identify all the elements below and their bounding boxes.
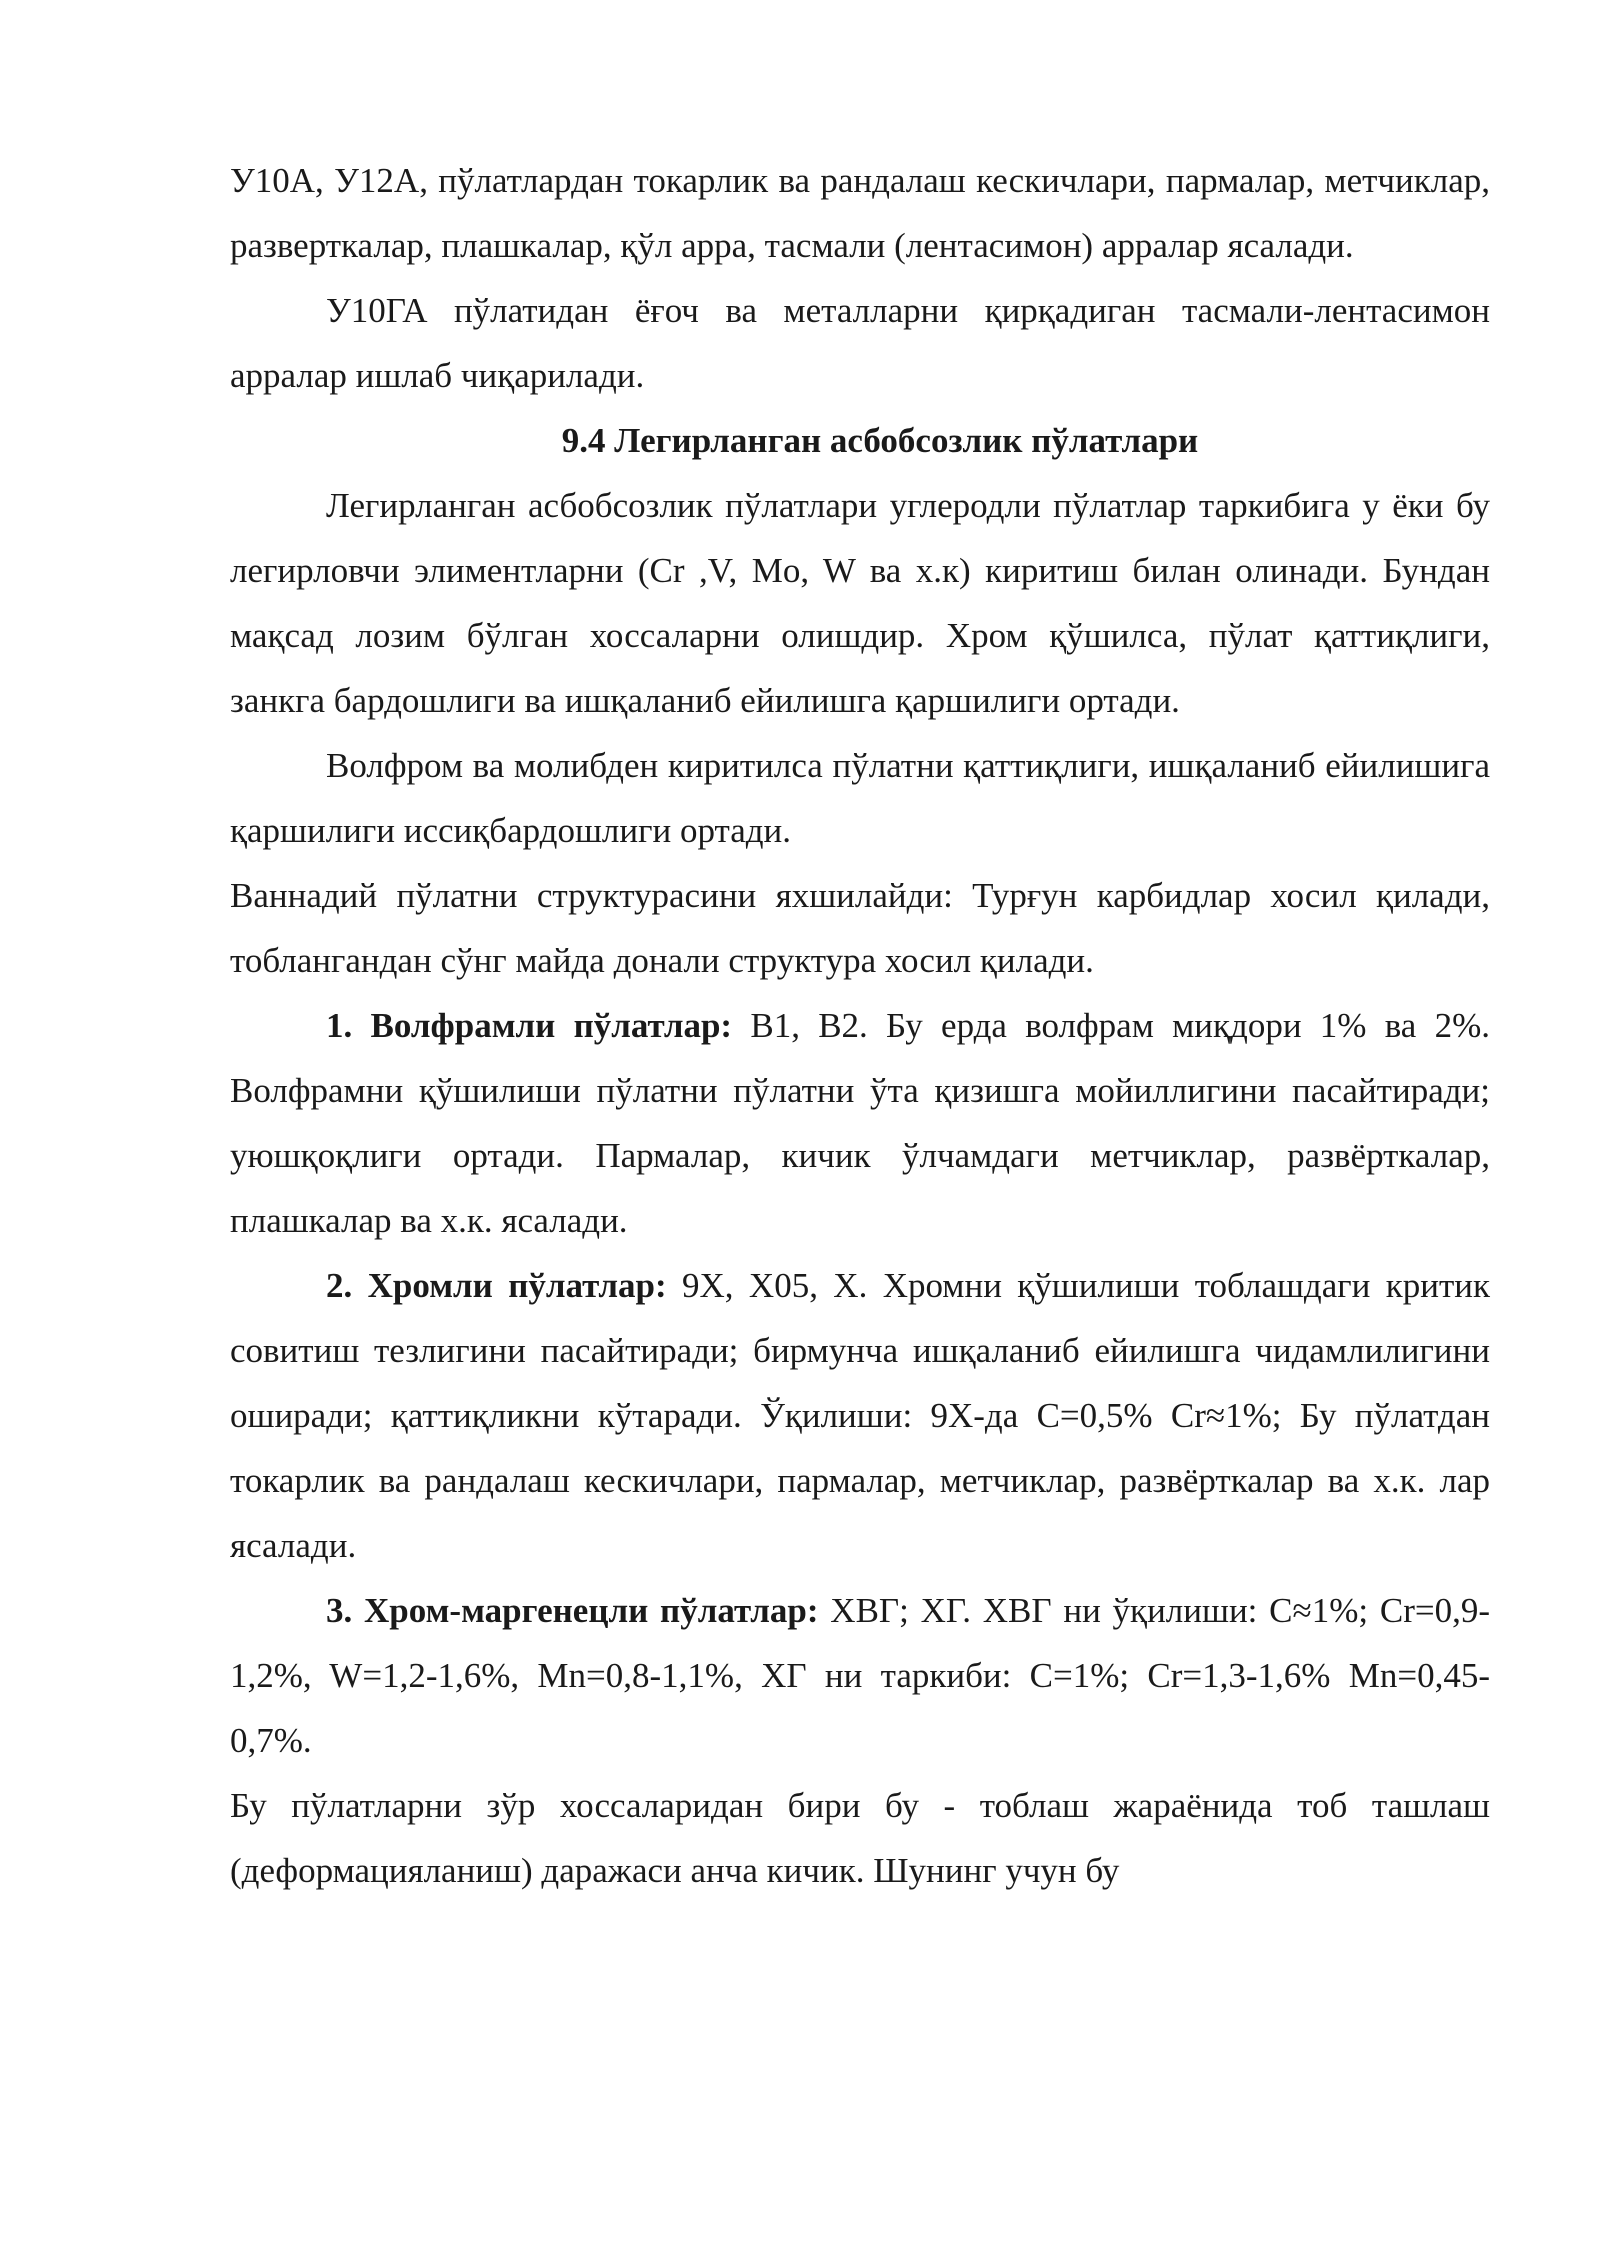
paragraph-tool-steel-uses: У10А, У12А, пўлатлардан токарлик ва рандалаш кескичлари, пармалар, метчиклар, разверткалар, плашкалар, қўл арра, тасмали (лентасимон) арралар ясалади. [230, 161, 1490, 265]
section-heading: 9.4 Легирланган асбобсозлик пўлатлари [561, 421, 1199, 460]
paragraph-vanadium: Ваннадий пўлатни структурасини яхшилайди: Турғун карбидлар хосил қилади, тоблангандан сўнг майда донали структура хосил қилади. [230, 876, 1490, 980]
paragraph-u10ga-steel: У10ГА пўлатидан ёғоч ва металларни қирқадиган тасмали-лентасимон арралар ишлаб чиқарилади. [230, 291, 1490, 395]
list-item-text: ХВГ; ХГ. ХВГ ни ўқилиши: С≈1%; Cr=0,9-1,2%, W=1,2-1,6%, Mn=0,8-1,1%, ХГ ни таркиби: С=1%; Cr=1,3-1,6% Mn=0,45-0,7%. [230, 1591, 1490, 1760]
paragraph-deformation: Бу пўлатларни зўр хоссаларидан бири бу - тоблаш жараёнида тоб ташлаш (деформацияланиш) даражаси анча кичик. Шунинг учун бу [230, 1786, 1490, 1890]
list-item-text: В1, В2. Бу ерда волфрам миқдори 1% ва 2%. Волфрамни қўшилиши пўлатни пўлатни ўта қизишга мойиллигини пасайтиради; уюшқоқлиги ортади. Пармалар, кичик ўлчамдаги метчиклар, развёрткалар, плашкалар ва х.к. ясалади. [230, 1006, 1490, 1240]
document-page [230, 148, 1490, 1903]
list-item-tungsten-steels [230, 993, 1490, 1253]
list-item-title: 2. Хромли пўлатлар: [326, 1266, 667, 1305]
paragraph-tungsten-molybdenum: Волфром ва молибден киритилса пўлатни қаттиқлиги, ишқаланиб ейилишига қаршилиги иссиқбардошлиги ортади. [230, 746, 1490, 850]
list-item-title: 1. Волфрамли пўлатлар: [326, 1006, 733, 1045]
list-item-title: 3. Хром-маргенецли пўлатлар: [326, 1591, 819, 1630]
list-item-chromium-steels [230, 1253, 1490, 1578]
list-item-text: 9Х, Х05, Х. Хромни қўшилиши тоблашдаги критик совитиш тезлигини пасайтиради; бирмунча ишқаланиб ейилишга чидамлилигини оширади; қаттиқликни кўтаради. Ўқилиши: 9Х-да С=0,5% Cr≈1%; Бу пўлатдан токарлик ва рандалаш кескичлари, пармалар, метчиклар, развёрткалар ва х.к. лар ясалади. [230, 1266, 1490, 1565]
paragraph-alloyed-steels: Легирланган асбобсозлик пўлатлари углеродли пўлатлар таркибига у ёки бу легирловчи элиментларни (Cr ,V, Mo, W ва х.к) киритиш билан олинади. Бундан мақсад лозим бўлган хоссаларни олишдир. Хром қўшилса, пўлат қаттиқлиги, занкга бардошлиги ва ишқаланиб ейилишга қаршилиги ортади. [230, 486, 1490, 720]
list-item-chromium-manganese-steels [230, 1578, 1490, 1773]
